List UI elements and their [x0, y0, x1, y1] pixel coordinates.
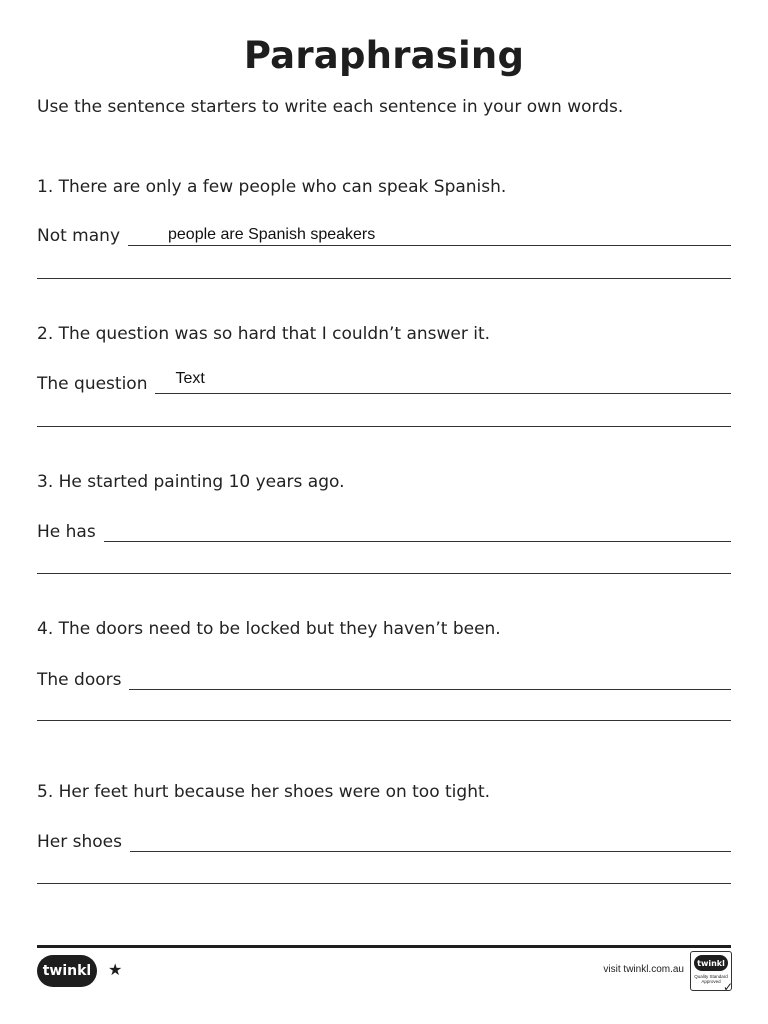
star-icon: ★ — [108, 960, 123, 979]
question-2-prompt: 2. The question was so hard that I couldn’t answer it. — [37, 324, 491, 344]
question-1-answer-row — [37, 222, 731, 246]
question-4-answer-field[interactable] — [129, 670, 731, 690]
twinkl-logo — [37, 955, 97, 987]
question-3-second-line[interactable] — [37, 573, 731, 574]
question-1-starter: Not many — [37, 226, 120, 246]
question-5-starter: Her shoes — [37, 832, 122, 852]
footer-url: visit twinkl.com.au — [603, 964, 684, 975]
question-2-starter: The question — [37, 374, 148, 394]
page-title: Paraphrasing — [243, 34, 525, 77]
question-2-answer-row — [37, 370, 731, 394]
check-icon: ✓ — [722, 980, 733, 994]
question-4-starter: The doors — [37, 670, 122, 690]
question-4-prompt: 4. The doors need to be locked but they haven’t been. — [37, 619, 501, 639]
badge-logo: twinkl — [694, 955, 728, 971]
question-2-answer-field[interactable] — [155, 370, 731, 394]
question-3-answer-field[interactable] — [104, 522, 731, 542]
footer-rule — [37, 945, 731, 948]
question-3-prompt: 3. He started painting 10 years ago. — [37, 472, 345, 492]
question-5-prompt: 5. Her feet hurt because her shoes were on too tight. — [37, 782, 491, 802]
instructions: Use the sentence starters to write each sentence in your own words. — [37, 97, 624, 117]
question-5-second-line[interactable] — [37, 883, 731, 884]
question-4-answer-row — [37, 666, 731, 690]
quality-badge — [690, 951, 733, 994]
question-3-answer-row — [37, 518, 731, 542]
question-3-starter: He has — [37, 522, 96, 542]
question-2-second-line[interactable] — [37, 426, 731, 427]
question-5-answer-row — [37, 828, 731, 852]
question-1-answer-text[interactable]: people are Spanish speakers — [168, 226, 376, 243]
question-1-second-line[interactable] — [37, 278, 731, 279]
question-1-prompt: 1. There are only a few people who can speak Spanish. — [37, 177, 507, 197]
question-4-second-line[interactable] — [37, 720, 731, 721]
question-2-answer-text[interactable]: Text — [175, 370, 205, 387]
twinkl-logo-text: twinkl — [42, 963, 92, 979]
question-5-answer-field[interactable] — [130, 832, 731, 852]
badge-caption: Quality Standard Approved — [694, 974, 728, 984]
question-1-answer-field[interactable] — [128, 226, 731, 246]
